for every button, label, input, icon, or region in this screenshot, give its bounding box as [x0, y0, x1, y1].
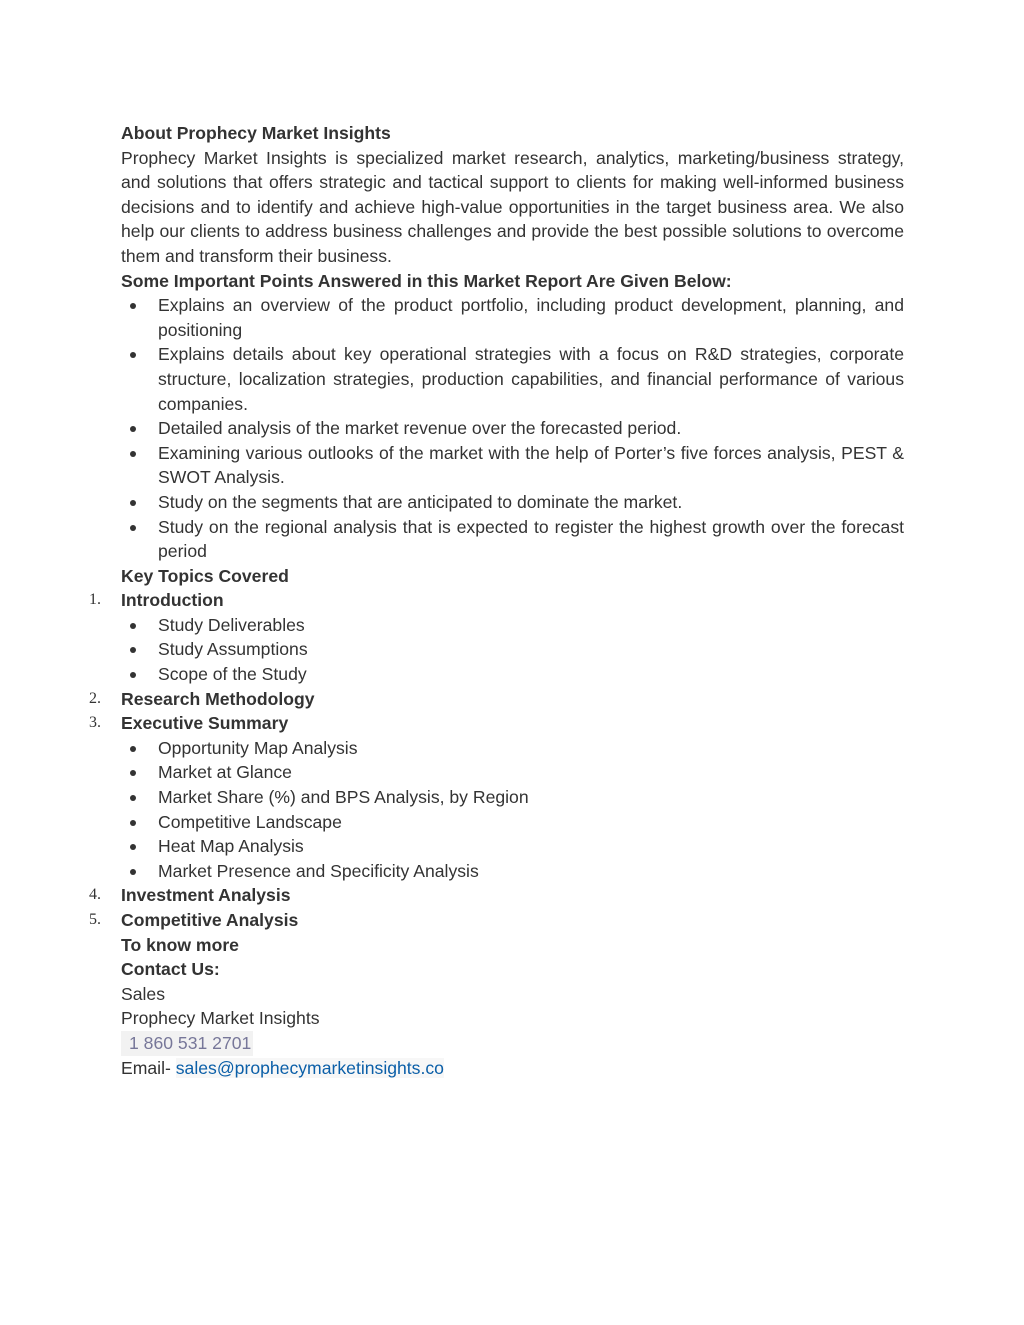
- list-item: Study on the regional analysis that is expected to register the highest growth over the forecast period: [121, 515, 904, 564]
- list-item: Study Deliverables: [121, 613, 904, 638]
- contact-email-row: [121, 1056, 904, 1081]
- topic-section-investment-analysis: [89, 883, 904, 908]
- list-item: Examining various outlooks of the market with the help of Porter’s five forces analysis, PEST & SWOT Analysis.: [121, 441, 904, 490]
- section-title: Research Methodology: [121, 688, 315, 709]
- contact-us-heading: Contact Us:: [121, 959, 220, 980]
- section-number: 1.: [89, 591, 101, 609]
- document-content: [89, 121, 904, 1080]
- section-number: 4.: [89, 886, 101, 904]
- contact-company: Prophecy Market Insights: [121, 1008, 320, 1029]
- list-item: Scope of the Study: [121, 662, 904, 687]
- phone-number[interactable]: 1 860 531 2701: [121, 1031, 253, 1056]
- section-title: Competitive Analysis: [121, 910, 299, 930]
- executive-summary-items: [121, 736, 904, 884]
- topic-section-executive-summary: [89, 711, 904, 736]
- contact-phone-row: [121, 1031, 904, 1056]
- points-list: [121, 293, 904, 564]
- topic-section-competitive-analysis: [89, 908, 904, 933]
- section-title: Introduction: [121, 590, 224, 611]
- introduction-items: [121, 613, 904, 687]
- section-title: Investment Analysis: [121, 885, 291, 906]
- list-item: Market Presence and Specificity Analysis: [121, 859, 904, 884]
- list-item: Competitive Landscape: [121, 810, 904, 835]
- points-heading: Some Important Points Answered in this Market Report Are Given Below:: [121, 270, 732, 291]
- list-item: Heat Map Analysis: [121, 834, 904, 859]
- know-more-text: To know more: [121, 934, 239, 955]
- email-label: Email-: [121, 1057, 171, 1078]
- contact-sales: Sales: [121, 983, 166, 1004]
- list-item: Explains an overview of the product portfolio, including product development, planning, and positioning: [121, 293, 904, 342]
- about-paragraph: Prophecy Market Insights is specialized market research, analytics, marketing/business strategy, and solutions that offers strategic and tactical support to clients for making well-informed business decisions and to identify and achieve high-value opportunities in the target business area. We also help our clients to address business challenges and provide the best possible solutions to overcome them and transform their business.: [121, 147, 904, 266]
- section-number: 5.: [89, 911, 101, 928]
- section-number: 3.: [89, 714, 101, 732]
- list-item: Study Assumptions: [121, 637, 904, 662]
- list-item: Market at Glance: [121, 760, 904, 785]
- topics-heading: Key Topics Covered: [121, 565, 289, 586]
- email-link[interactable]: sales@prophecymarketinsights.co: [175, 1057, 444, 1078]
- list-item: Study on the segments that are anticipated to dominate the market.: [121, 490, 904, 515]
- section-number: 2.: [89, 689, 101, 707]
- about-heading: About Prophecy Market Insights: [121, 123, 391, 143]
- topic-section-research-methodology: [89, 687, 904, 712]
- list-item: Market Share (%) and BPS Analysis, by Region: [121, 785, 904, 810]
- list-item: Opportunity Map Analysis: [121, 736, 904, 761]
- list-item: Detailed analysis of the market revenue over the forecasted period.: [121, 416, 904, 441]
- topic-section-introduction: [89, 588, 904, 613]
- section-title: Executive Summary: [121, 713, 289, 734]
- list-item: Explains details about key operational strategies with a focus on R&D strategies, corporate structure, localization strategies, production capabilities, and financial performance of various companies.: [121, 342, 904, 416]
